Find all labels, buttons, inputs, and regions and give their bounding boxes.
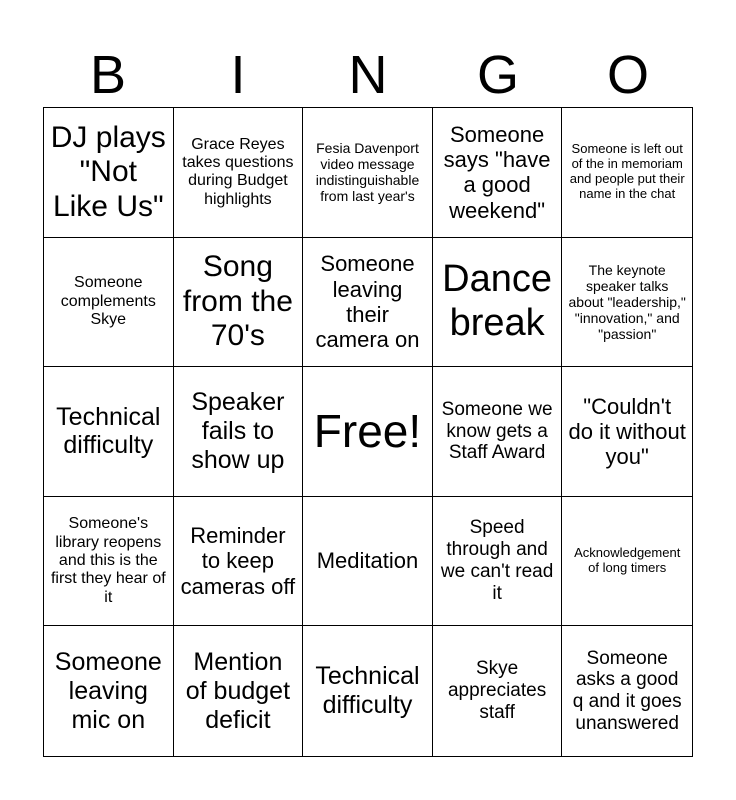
cell-text: Meditation [316, 548, 419, 574]
cell-text: Mention of budget deficit [185, 648, 291, 734]
cell-text: Someone says "have a good weekend" [443, 121, 551, 223]
cell-text: Technical difficulty [56, 402, 161, 460]
bingo-cell[interactable] [174, 626, 304, 756]
header-letter-n: N [348, 45, 388, 105]
cell-text: Song from the 70's [182, 250, 293, 353]
bingo-cell[interactable] [562, 497, 692, 627]
cell-text: Someone leaving their camera on [315, 251, 420, 353]
cell-text: Grace Reyes takes questions during Budget highlights [182, 135, 294, 208]
cell-text: Dance break [442, 258, 553, 344]
header-letter-i: I [230, 45, 246, 105]
cell-text: Fesia Davenport video message indistinguishable from last year's [315, 140, 420, 205]
header-letter-o: O [606, 45, 649, 105]
header-letter-g: G [476, 45, 519, 105]
header-letter-b: B [89, 45, 127, 105]
cell-text: Reminder to keep cameras off [180, 523, 296, 599]
bingo-cell[interactable] [433, 108, 563, 238]
cell-text: Someone leaving mic on [54, 648, 162, 734]
bingo-cell[interactable] [433, 497, 563, 627]
cell-text: The keynote speaker talks about "leadership," "innovation," and "passion" [568, 261, 686, 343]
cell-text: Someone complements Skye [60, 274, 156, 329]
bingo-board [43, 107, 693, 757]
cell-text: Someone asks a good q and it goes unanswered [572, 647, 682, 735]
bingo-cell[interactable] [433, 367, 563, 497]
bingo-cell[interactable] [562, 108, 692, 238]
cell-text: Someone we know gets a Staff Award [441, 398, 553, 464]
cell-text: Someone is left out of the in memoriam and people put their name in the chat [569, 141, 685, 202]
bingo-cell[interactable] [303, 626, 433, 756]
bingo-cell[interactable] [44, 238, 174, 368]
cell-text: Someone's library reopens and this is the first they hear of it [50, 515, 166, 606]
cell-text: Skye appreciates staff [447, 658, 547, 724]
bingo-cell[interactable] [174, 367, 304, 497]
bingo-cell[interactable] [433, 238, 563, 368]
bingo-cell[interactable] [562, 367, 692, 497]
bingo-cell[interactable] [44, 626, 174, 756]
bingo-cell[interactable] [303, 238, 433, 368]
bingo-cell[interactable] [303, 108, 433, 238]
bingo-cell[interactable] [562, 238, 692, 368]
cell-text: Acknowledgement of long timers [574, 545, 681, 576]
bingo-cell[interactable] [562, 626, 692, 756]
bingo-cell[interactable] [44, 108, 174, 238]
cell-text: Technical difficulty [315, 662, 420, 720]
bingo-header [43, 44, 693, 106]
cell-text: Speed through and we can't read it [440, 517, 554, 604]
bingo-cell[interactable] [174, 238, 304, 368]
bingo-cell[interactable] [44, 497, 174, 627]
bingo-cell[interactable] [44, 367, 174, 497]
bingo-cell[interactable] [433, 626, 563, 756]
cell-text: "Couldn't do it without you" [568, 393, 686, 470]
cell-text: Speaker fails to show up [191, 388, 285, 474]
free-space-text: Free! [313, 405, 422, 458]
free-space[interactable] [303, 367, 433, 497]
bingo-cell[interactable] [303, 497, 433, 627]
bingo-cell[interactable] [174, 108, 304, 238]
bingo-cell[interactable] [174, 497, 304, 627]
cell-text: DJ plays "Not Like Us" [50, 120, 166, 223]
